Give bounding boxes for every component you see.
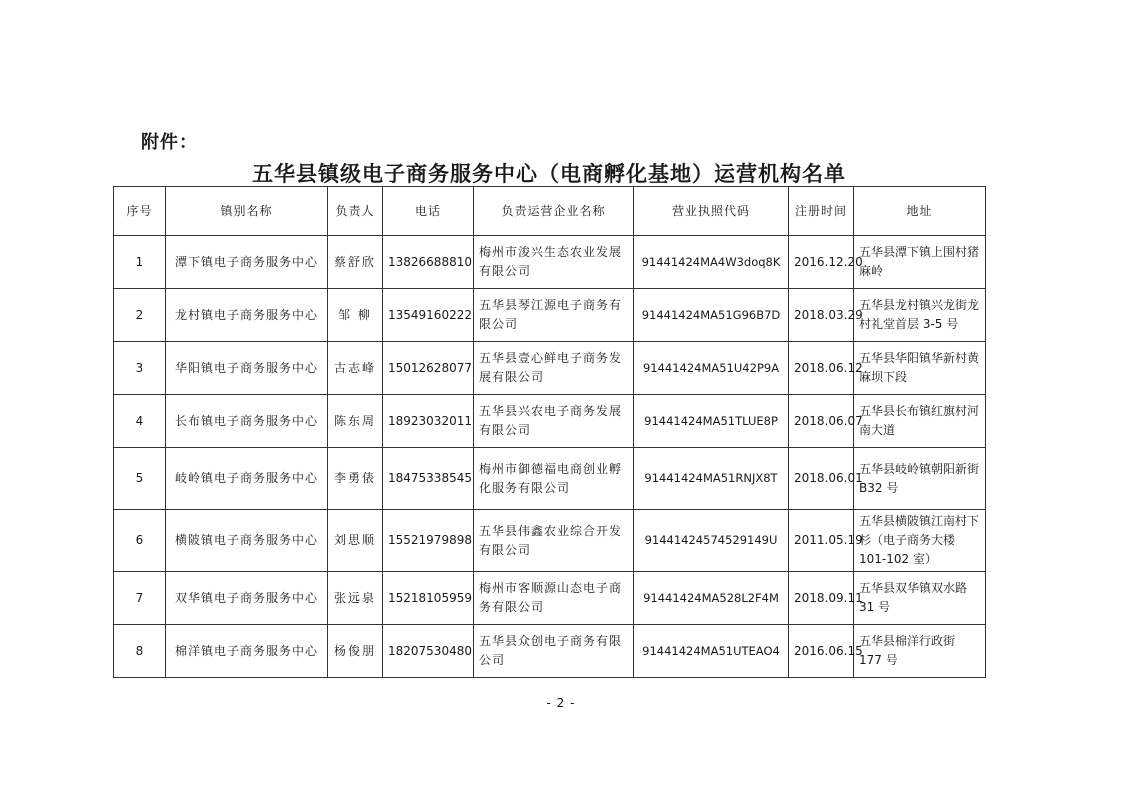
operator-roster-table [113,186,986,678]
table-row [114,289,986,342]
cell-phone: 18923032011 [383,395,474,448]
cell-town: 龙村镇电子商务服务中心 [166,289,328,342]
table-row [114,395,986,448]
table-row [114,448,986,510]
cell-date: 2011.05.19 [789,510,854,572]
page-number: - 2 - [546,696,576,710]
cell-no: 2 [114,289,166,342]
cell-address: 五华县华阳镇华新村黄麻坝下段 [854,342,986,395]
cell-address: 五华县双华镇双水路 31 号 [854,572,986,625]
col-header-phone: 电话 [383,187,474,236]
cell-phone: 15521979898 [383,510,474,572]
cell-date: 2016.12.20 [789,236,854,289]
cell-town: 华阳镇电子商务服务中心 [166,342,328,395]
cell-license: 91441424MA51UTEAO4 [634,625,789,678]
cell-person: 蔡舒欣 [328,236,383,289]
col-header-address: 地址 [854,187,986,236]
cell-address: 五华县长布镇红旗村河南大道 [854,395,986,448]
cell-company: 梅州市客顺源山态电子商务有限公司 [474,572,634,625]
cell-license: 91441424MA51TLUE8P [634,395,789,448]
cell-person: 古志峰 [328,342,383,395]
cell-date: 2016.06.15 [789,625,854,678]
cell-company: 五华县壹心鲜电子商务发展有限公司 [474,342,634,395]
cell-town: 潭下镇电子商务服务中心 [166,236,328,289]
cell-date: 2018.06.01 [789,448,854,510]
cell-phone: 13826688810 [383,236,474,289]
cell-license: 91441424574529149U [634,510,789,572]
col-header-no: 序号 [114,187,166,236]
table-row [114,342,986,395]
cell-no: 4 [114,395,166,448]
cell-address: 五华县岐岭镇朝阳新街 B32 号 [854,448,986,510]
cell-town: 岐岭镇电子商务服务中心 [166,448,328,510]
col-header-license: 营业执照代码 [634,187,789,236]
cell-date: 2018.06.07 [789,395,854,448]
cell-phone: 18207530480 [383,625,474,678]
col-header-person: 负责人 [328,187,383,236]
table-row [114,625,986,678]
cell-person: 李勇俵 [328,448,383,510]
cell-company: 五华县众创电子商务有限公司 [474,625,634,678]
attachment-label: 附件： [141,132,198,153]
cell-no: 6 [114,510,166,572]
table-row [114,236,986,289]
cell-person: 张远泉 [328,572,383,625]
cell-no: 8 [114,625,166,678]
cell-license: 91441424MA51U42P9A [634,342,789,395]
cell-company: 梅州市御德福电商创业孵化服务有限公司 [474,448,634,510]
cell-town: 横陂镇电子商务服务中心 [166,510,328,572]
cell-no: 5 [114,448,166,510]
cell-person: 陈东周 [328,395,383,448]
cell-person: 杨俊朋 [328,625,383,678]
cell-license: 91441424MA4W3doq8K [634,236,789,289]
table-header-row [114,187,986,236]
cell-company: 五华县伟鑫农业综合开发有限公司 [474,510,634,572]
cell-company: 梅州市浚兴生态农业发展有限公司 [474,236,634,289]
cell-company: 五华县琴江源电子商务有限公司 [474,289,634,342]
cell-phone: 15218105959 [383,572,474,625]
cell-date: 2018.03.29 [789,289,854,342]
cell-no: 3 [114,342,166,395]
col-header-date: 注册时间 [789,187,854,236]
cell-address: 五华县龙村镇兴龙街龙村礼堂首层 3-5 号 [854,289,986,342]
col-header-town: 镇别名称 [166,187,328,236]
col-header-company: 负责运营企业名称 [474,187,634,236]
cell-no: 1 [114,236,166,289]
cell-date: 2018.09.11 [789,572,854,625]
cell-date: 2018.06.12 [789,342,854,395]
cell-no: 7 [114,572,166,625]
cell-town: 棉洋镇电子商务服务中心 [166,625,328,678]
cell-town: 双华镇电子商务服务中心 [166,572,328,625]
cell-town: 长布镇电子商务服务中心 [166,395,328,448]
cell-address: 五华县横陂镇江南村下杉（电子商务大楼 101-102 室） [854,510,986,572]
cell-person: 刘思顺 [328,510,383,572]
cell-license: 91441424MA528L2F4M [634,572,789,625]
cell-person: 邹 柳 [328,289,383,342]
cell-phone: 18475338545 [383,448,474,510]
cell-license: 91441424MA51G96B7D [634,289,789,342]
cell-address: 五华县棉洋行政街 177 号 [854,625,986,678]
cell-phone: 13549160222 [383,289,474,342]
table-row [114,572,986,625]
cell-company: 五华县兴农电子商务发展有限公司 [474,395,634,448]
cell-license: 91441424MA51RNJX8T [634,448,789,510]
table-row [114,510,986,572]
cell-address: 五华县潭下镇上围村猪麻岭 [854,236,986,289]
page-title: 五华县镇级电子商务服务中心（电商孵化基地）运营机构名单 [252,162,846,186]
cell-phone: 15012628077 [383,342,474,395]
